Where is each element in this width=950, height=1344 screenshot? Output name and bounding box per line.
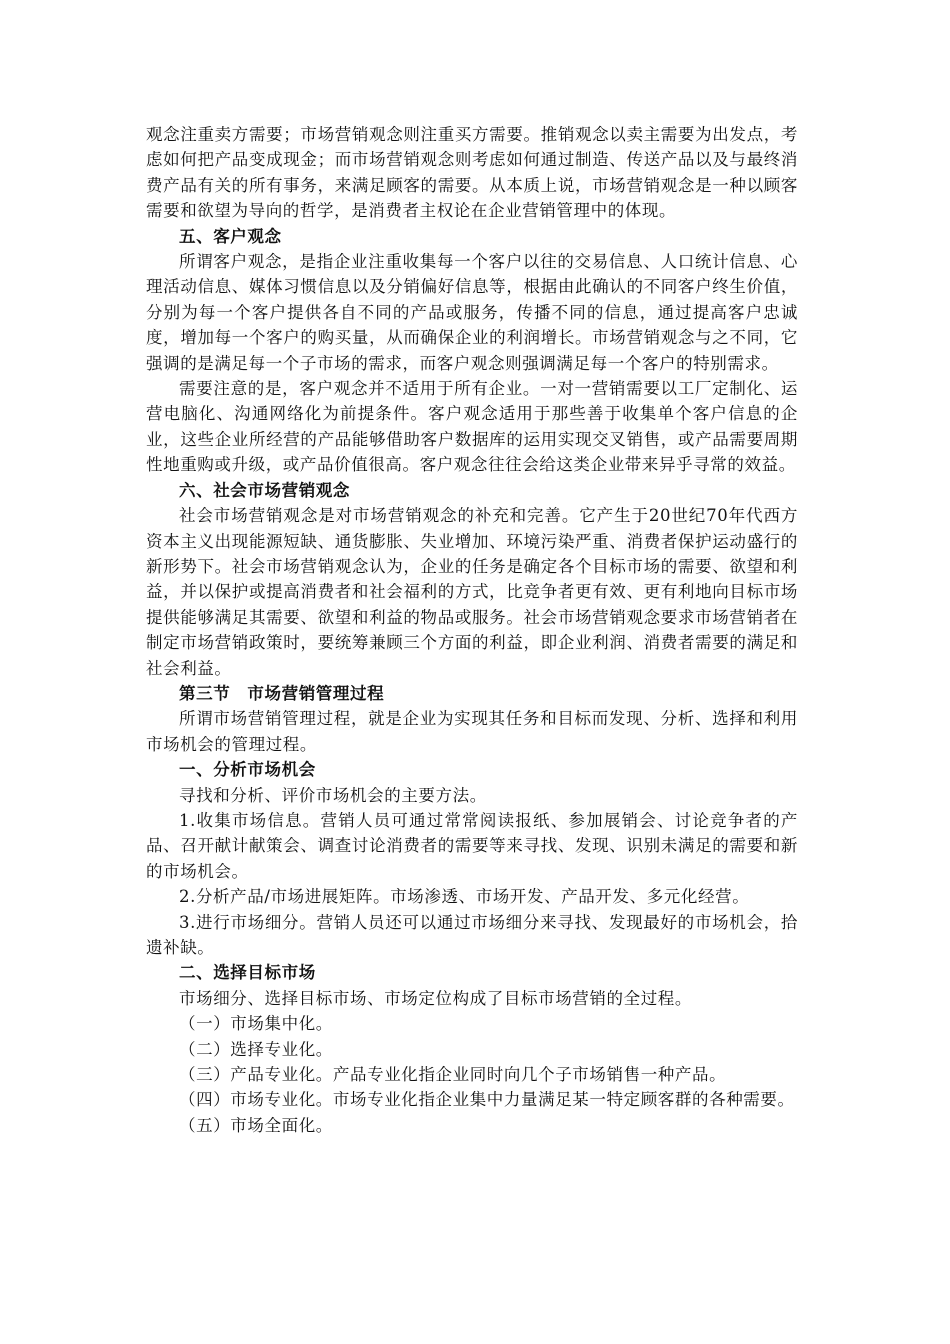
list-item: （五）市场全面化。: [179, 1115, 333, 1135]
section-heading: 二、选择目标市场: [179, 963, 316, 983]
chapter-section-heading: 第三节 市场营销管理过程: [179, 683, 385, 703]
document-page: [146, 122, 798, 1138]
list-item: （四）市场专业化。市场专业化指企业集中力量满足某一特定顾客群的各种需要。: [179, 1090, 795, 1110]
list-item: 3.进行市场细分。营销人员还可以通过市场细分来寻找、发现最好的市场机会，拾遗补缺。: [146, 912, 798, 957]
body-paragraph: 所谓客户观念，是指企业注重收集每一个客户以往的交易信息、人口统计信息、心理活动信息、媒体习惯信息以及分销偏好信息等，根据由此确认的不同客户终生价值，分别为每一个客户提供各自不同的产品或服务，传播不同的信息，通过提高客户忠诚度，增加每一个客户的购买量，从而确保企业的利润增长。市场营销观念与之不同，它强调的是满足每一个子市场的需求，而客户观念则强调满足每一个客户的特别需求。: [146, 252, 798, 373]
list-item: （二）选择专业化。: [179, 1039, 333, 1059]
list-item: 1.收集市场信息。营销人员可通过常常阅读报纸、参加展销会、讨论竞争者的产品、召开献计献策会、调查讨论消费者的需要等来寻找、发现、识别未满足的需要和新的市场机会。: [146, 810, 798, 881]
body-paragraph: 观念注重卖方需要；市场营销观念则注重买方需要。推销观念以卖主需要为出发点，考虑如何把产品变成现金；而市场营销观念则考虑如何通过制造、传送产品以及与最终消费产品有关的所有事务，来满足顾客的需要。从本质上说，市场营销观念是一种以顾客需要和欲望为导向的哲学，是消费者主权论在企业营销管理中的体现。: [146, 125, 798, 221]
list-item: （三）产品专业化。产品专业化指企业同时向几个子市场销售一种产品。: [179, 1065, 727, 1085]
list-item: 2.分析产品/市场进展矩阵。市场渗透、市场开发、产品开发、多元化经营。: [179, 887, 750, 907]
list-item: （一）市场集中化。: [179, 1014, 333, 1034]
body-paragraph: 寻找和分析、评价市场机会的主要方法。: [179, 785, 487, 805]
body-paragraph: 市场细分、选择目标市场、市场定位构成了目标市场营销的全过程。: [179, 988, 692, 1008]
body-paragraph: 需要注意的是，客户观念并不适用于所有企业。一对一营销需要以工厂定制化、运营电脑化、沟通网络化为前提条件。客户观念适用于那些善于收集单个客户信息的企业，这些企业所经营的产品能够借助客户数据库的运用实现交叉销售，或产品需要周期性地重购或升级，或产品价值很高。客户观念往往会给这类企业带来异乎寻常的效益。: [146, 379, 798, 475]
body-paragraph: 社会市场营销观念是对市场营销观念的补充和完善。它产生于20世纪70年代西方资本主义出现能源短缺、通货膨胀、失业增加、环境污染严重、消费者保护运动盛行的新形势下。社会市场营销观念认为，企业的任务是确定各个目标市场的需要、欲望和利益，并以保护或提高消费者和社会福利的方式，比竞争者更有效、更有利地向目标市场提供能够满足其需要、欲望和利益的物品或服务。社会市场营销观念要求市场营销者在制定市场营销政策时，要统筹兼顾三个方面的利益，即企业利润、消费者需要的满足和社会利益。: [146, 506, 798, 678]
section-heading: 五、客户观念: [179, 226, 282, 246]
section-heading: 六、社会市场营销观念: [179, 480, 350, 500]
body-paragraph: 所谓市场营销管理过程，就是企业为实现其任务和目标而发现、分析、选择和利用市场机会的管理过程。: [146, 709, 798, 754]
section-heading: 一、分析市场机会: [179, 760, 316, 780]
